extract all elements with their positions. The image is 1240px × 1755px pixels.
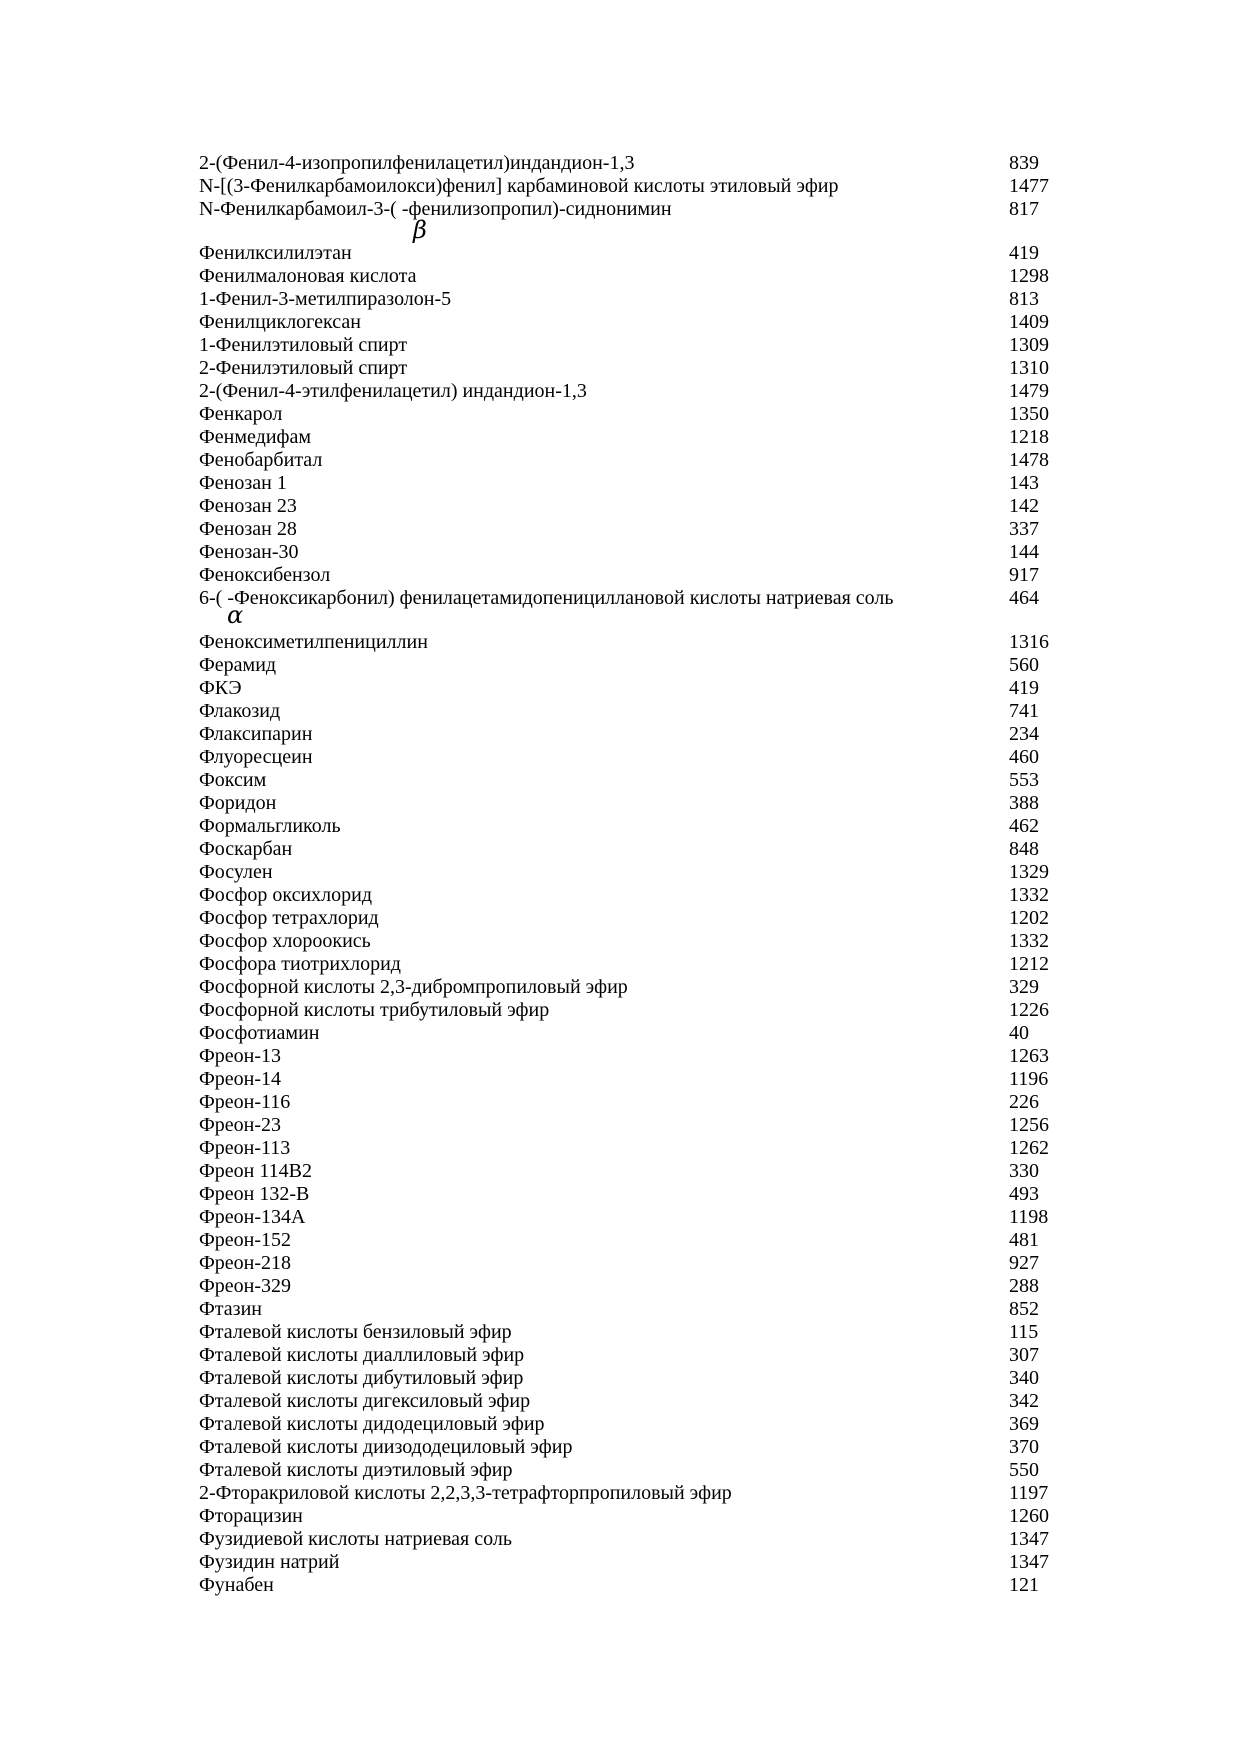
index-entry — [199, 587, 1079, 631]
index-entry — [199, 426, 1079, 449]
entry-name: Фосфорной кислоты трибутиловый эфир — [199, 999, 550, 1021]
entry-name: Фталевой кислоты диаллиловый эфир — [199, 1344, 525, 1366]
entry-name: Фреон-329 — [199, 1275, 292, 1297]
entry-page-number: 817 — [1009, 198, 1039, 220]
index-entry — [199, 769, 1079, 792]
index-entry — [199, 1137, 1079, 1160]
index-entry — [199, 1298, 1079, 1321]
index-entry — [199, 518, 1079, 541]
index-entry — [199, 1183, 1079, 1206]
index-entry — [199, 198, 1079, 242]
index-entry — [199, 380, 1079, 403]
entry-name: 6-( -Феноксикарбонил) фенилацетамидопенициллановой кислоты натриевая соль — [199, 587, 894, 609]
beta-symbol: β — [413, 216, 427, 244]
index-entry — [199, 976, 1079, 999]
entry-name: Форидон — [199, 792, 277, 814]
entry-page-number: 481 — [1009, 1229, 1039, 1251]
entry-name: Феноксиметилпенициллин — [199, 631, 428, 653]
entry-page-number: 1332 — [1009, 884, 1049, 906]
entry-page-number: 848 — [1009, 838, 1039, 860]
entry-name: Фенозан-30 — [199, 541, 299, 563]
index-entry — [199, 311, 1079, 334]
entry-page-number: 1197 — [1009, 1482, 1049, 1504]
entry-page-number: 1316 — [1009, 631, 1049, 653]
entry-name: Фосфор хлороокись — [199, 930, 371, 952]
entry-name: Фосфорной кислоты 2,3-дибромпропиловый эфир — [199, 976, 628, 998]
entry-page-number: 142 — [1009, 495, 1039, 517]
index-entry — [199, 564, 1079, 587]
entry-page-number: 464 — [1009, 587, 1039, 609]
entry-page-number: 1263 — [1009, 1045, 1049, 1067]
index-entry — [199, 265, 1079, 288]
index-entry — [199, 1229, 1079, 1252]
entry-page-number: 560 — [1009, 654, 1039, 676]
entry-page-number: 1212 — [1009, 953, 1049, 975]
entry-page-number: 852 — [1009, 1298, 1039, 1320]
entry-page-number: 288 — [1009, 1275, 1039, 1297]
entry-name: N-Фенилкарбамоил-3-( -фенилизопропил)-сиднонимин — [199, 198, 672, 220]
entry-page-number: 1329 — [1009, 861, 1049, 883]
entry-page-number: 369 — [1009, 1413, 1039, 1435]
entry-name: 2-(Фенил-4-изопропилфенилацетил)индандион-1,3 — [199, 152, 635, 174]
entry-name: 1-Фенилэтиловый спирт — [199, 334, 408, 356]
entry-page-number: 493 — [1009, 1183, 1039, 1205]
entry-page-number: 1226 — [1009, 999, 1049, 1021]
entry-page-number: 1347 — [1009, 1551, 1049, 1573]
entry-name: Фузидиевой кислоты натриевая соль — [199, 1528, 512, 1550]
entry-name: Фенилксилилэтан — [199, 242, 352, 264]
entry-name: Фосфотиамин — [199, 1022, 320, 1044]
index-entry — [199, 953, 1079, 976]
entry-name: Фосфора тиотрихлорид — [199, 953, 401, 975]
index-entry — [199, 1045, 1079, 1068]
index-entry — [199, 175, 1079, 198]
index-entry — [199, 1436, 1079, 1459]
entry-page-number: 1332 — [1009, 930, 1049, 952]
entry-name: Фреон-113 — [199, 1137, 291, 1159]
entry-page-number: 226 — [1009, 1091, 1039, 1113]
alpha-symbol: α — [227, 601, 244, 629]
entry-page-number: 1260 — [1009, 1505, 1049, 1527]
entry-page-number: 329 — [1009, 976, 1039, 998]
entry-page-number: 1262 — [1009, 1137, 1049, 1159]
entry-name: Фталевой кислоты дидодециловый эфир — [199, 1413, 545, 1435]
entry-page-number: 342 — [1009, 1390, 1039, 1412]
entry-name: Фталевой кислоты бензиловый эфир — [199, 1321, 512, 1343]
entry-name: Фталевой кислоты диизододециловый эфир — [199, 1436, 573, 1458]
entry-name: Фталевой кислоты диэтиловый эфир — [199, 1459, 513, 1481]
index-entry — [199, 1551, 1079, 1574]
index-entry — [199, 700, 1079, 723]
index-entry — [199, 1413, 1079, 1436]
entry-name: Фреон-13 — [199, 1045, 282, 1067]
index-entry — [199, 1160, 1079, 1183]
entry-name: Формальгликоль — [199, 815, 341, 837]
entry-name: Фреон-14 — [199, 1068, 282, 1090]
entry-name: Фенкарол — [199, 403, 283, 425]
entry-page-number: 143 — [1009, 472, 1039, 494]
entry-name: Фоксим — [199, 769, 267, 791]
entry-page-number: 839 — [1009, 152, 1039, 174]
index-entry — [199, 242, 1079, 265]
entry-name: Фоскарбан — [199, 838, 293, 860]
index-entry — [199, 541, 1079, 564]
entry-page-number: 330 — [1009, 1160, 1039, 1182]
entry-page-number: 1347 — [1009, 1528, 1049, 1550]
entry-page-number: 1256 — [1009, 1114, 1049, 1136]
entry-page-number: 917 — [1009, 564, 1039, 586]
entry-page-number: 1298 — [1009, 265, 1049, 287]
index-entry — [199, 838, 1079, 861]
entry-name: Фосфор тетрахлорид — [199, 907, 379, 929]
index-entry — [199, 1252, 1079, 1275]
entry-page-number: 307 — [1009, 1344, 1039, 1366]
entry-page-number: 1478 — [1009, 449, 1049, 471]
entry-page-number: 1350 — [1009, 403, 1049, 425]
entry-page-number: 460 — [1009, 746, 1039, 768]
entry-name: Фреон-116 — [199, 1091, 291, 1113]
entry-name: Флакозид — [199, 700, 281, 722]
entry-page-number: 419 — [1009, 677, 1039, 699]
index-entry — [199, 1344, 1079, 1367]
entry-page-number: 927 — [1009, 1252, 1039, 1274]
entry-page-number: 370 — [1009, 1436, 1039, 1458]
entry-name: Флаксипарин — [199, 723, 313, 745]
index-list — [199, 152, 1079, 1597]
entry-page-number: 234 — [1009, 723, 1039, 745]
index-entry — [199, 472, 1079, 495]
entry-page-number: 40 — [1009, 1022, 1029, 1044]
entry-name: Ферамид — [199, 654, 277, 676]
index-entry — [199, 152, 1079, 175]
entry-page-number: 550 — [1009, 1459, 1039, 1481]
entry-page-number: 1479 — [1009, 380, 1049, 402]
index-entry — [199, 930, 1079, 953]
index-entry — [199, 1022, 1079, 1045]
entry-page-number: 121 — [1009, 1574, 1039, 1596]
entry-page-number: 1202 — [1009, 907, 1049, 929]
entry-page-number: 462 — [1009, 815, 1039, 837]
entry-name: Фреон-218 — [199, 1252, 292, 1274]
index-entry — [199, 884, 1079, 907]
index-entry — [199, 1459, 1079, 1482]
entry-page-number: 340 — [1009, 1367, 1039, 1389]
entry-name: Фреон 114В2 — [199, 1160, 312, 1182]
entry-page-number: 1409 — [1009, 311, 1049, 333]
entry-name: ФКЭ — [199, 677, 242, 699]
entry-page-number: 1310 — [1009, 357, 1049, 379]
index-entry — [199, 449, 1079, 472]
entry-name: Фунабен — [199, 1574, 274, 1596]
entry-name: 2-Фторакриловой кислоты 2,2,3,3-тетрафторпропиловый эфир — [199, 1482, 732, 1504]
index-entry — [199, 357, 1079, 380]
entry-name: Фтазин — [199, 1298, 262, 1320]
entry-name: Фузидин натрий — [199, 1551, 340, 1573]
entry-page-number: 553 — [1009, 769, 1039, 791]
index-entry — [199, 815, 1079, 838]
entry-page-number: 1218 — [1009, 426, 1049, 448]
entry-name: Фенозан 1 — [199, 472, 287, 494]
entry-page-number: 1477 — [1009, 175, 1049, 197]
entry-name: Фосулен — [199, 861, 273, 883]
index-entry — [199, 1206, 1079, 1229]
index-entry — [199, 1068, 1079, 1091]
entry-name: N-[(3-Фенилкарбамоилокси)фенил] карбаминовой кислоты этиловый эфир — [199, 175, 839, 197]
entry-page-number: 115 — [1009, 1321, 1039, 1343]
entry-name: Фталевой кислоты дибутиловый эфир — [199, 1367, 524, 1389]
index-entry — [199, 723, 1079, 746]
entry-name: Фенилциклогексан — [199, 311, 361, 333]
entry-name: Фреон 132-В — [199, 1183, 310, 1205]
entry-page-number: 388 — [1009, 792, 1039, 814]
entry-name: 2-(Фенил-4-этилфенилацетил) индандион-1,3 — [199, 380, 587, 402]
entry-page-number: 1196 — [1009, 1068, 1049, 1090]
entry-name: Фторацизин — [199, 1505, 303, 1527]
index-entry — [199, 792, 1079, 815]
index-entry — [199, 1321, 1079, 1344]
entry-name: Фенозан 23 — [199, 495, 297, 517]
index-entry — [199, 907, 1079, 930]
index-entry — [199, 1574, 1079, 1597]
entry-page-number: 337 — [1009, 518, 1039, 540]
entry-name: 1-Фенил-3-метилпиразолон-5 — [199, 288, 452, 310]
entry-name: Фенмедифам — [199, 426, 312, 448]
index-entry — [199, 631, 1079, 654]
index-entry — [199, 677, 1079, 700]
entry-page-number: 813 — [1009, 288, 1039, 310]
index-entry — [199, 1390, 1079, 1413]
entry-name: Фреон-152 — [199, 1229, 292, 1251]
entry-name: Фреон-134А — [199, 1206, 306, 1228]
entry-name: Фосфор оксихлорид — [199, 884, 373, 906]
index-entry — [199, 403, 1079, 426]
entry-name: 2-Фенилэтиловый спирт — [199, 357, 408, 379]
index-entry — [199, 1505, 1079, 1528]
index-entry — [199, 1528, 1079, 1551]
entry-name: Фенозан 28 — [199, 518, 297, 540]
entry-page-number: 1198 — [1009, 1206, 1049, 1228]
index-entry — [199, 1091, 1079, 1114]
entry-page-number: 1309 — [1009, 334, 1049, 356]
entry-name: Фталевой кислоты дигексиловый эфир — [199, 1390, 531, 1412]
index-entry — [199, 861, 1079, 884]
entry-name: Феноксибензол — [199, 564, 331, 586]
index-entry — [199, 495, 1079, 518]
index-entry — [199, 999, 1079, 1022]
entry-name: Фенилмалоновая кислота — [199, 265, 417, 287]
index-entry — [199, 1114, 1079, 1137]
entry-page-number: 419 — [1009, 242, 1039, 264]
entry-name: Флуоресцеин — [199, 746, 313, 768]
index-entry — [199, 746, 1079, 769]
entry-page-number: 741 — [1009, 700, 1039, 722]
index-entry — [199, 1275, 1079, 1298]
index-entry — [199, 1367, 1079, 1390]
index-entry — [199, 334, 1079, 357]
entry-name: Фреон-23 — [199, 1114, 282, 1136]
entry-page-number: 144 — [1009, 541, 1039, 563]
index-entry — [199, 1482, 1079, 1505]
index-entry — [199, 654, 1079, 677]
entry-name: Фенобарбитал — [199, 449, 323, 471]
index-entry — [199, 288, 1079, 311]
